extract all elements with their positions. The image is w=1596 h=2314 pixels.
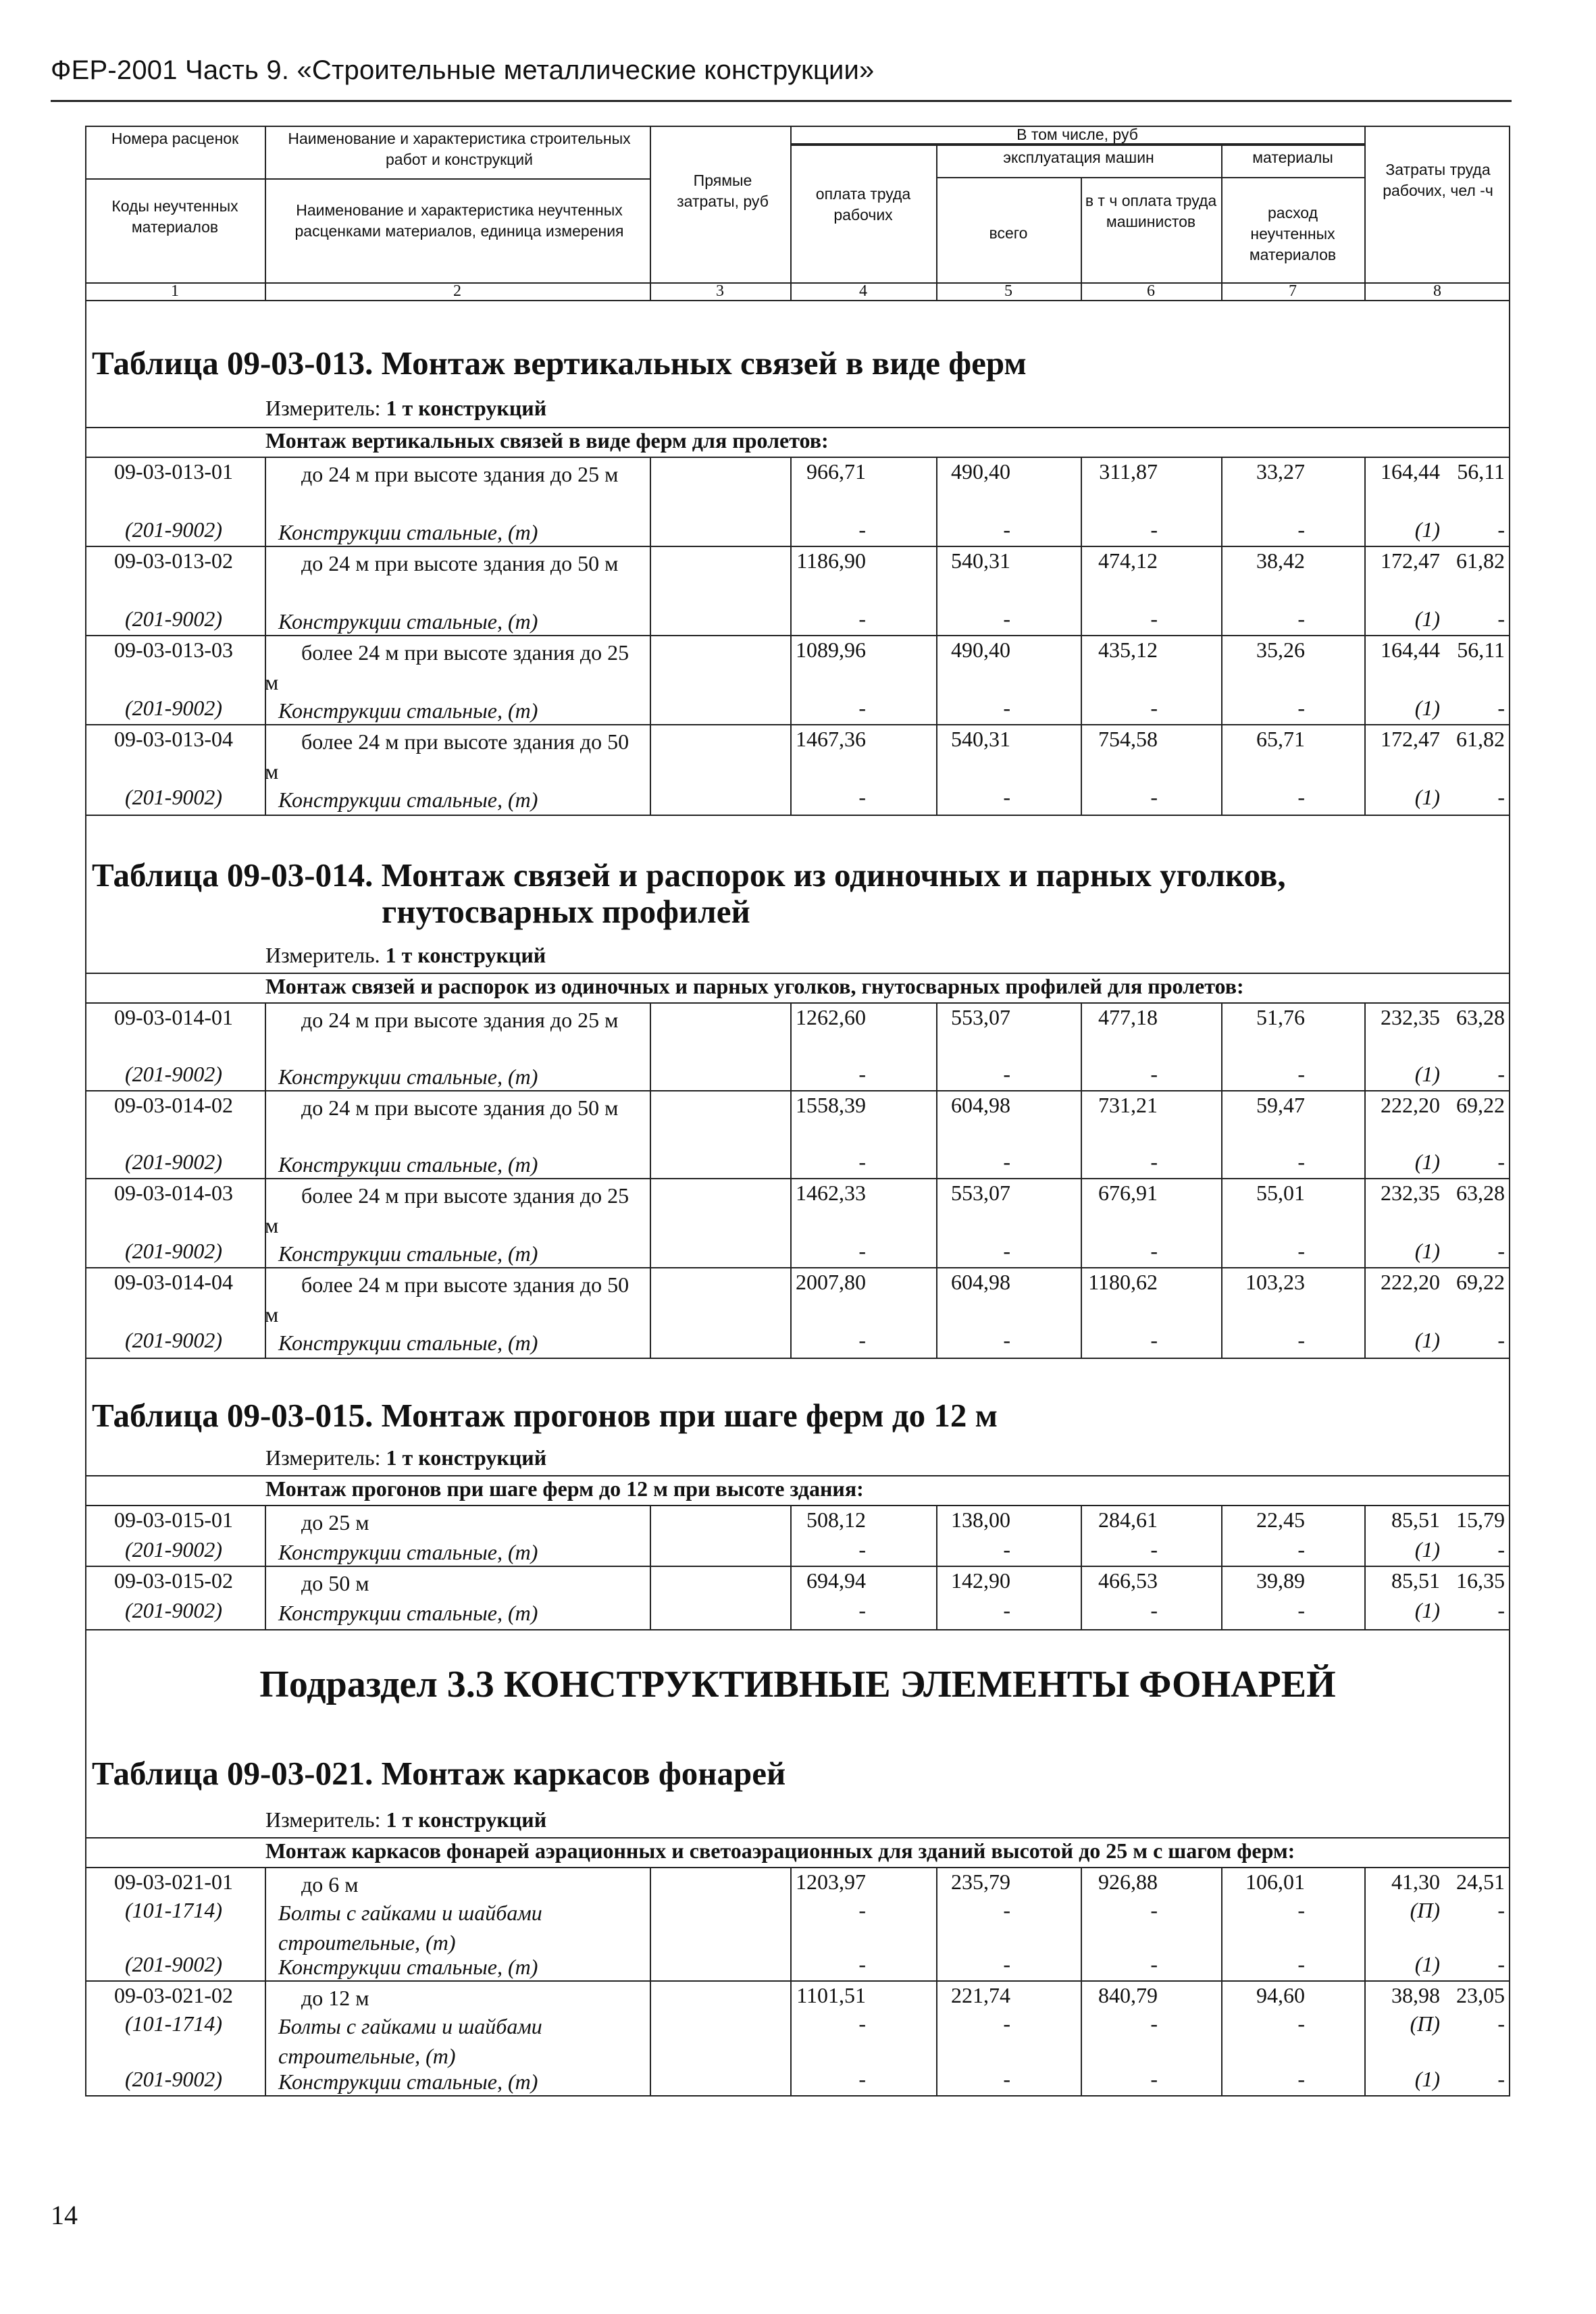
material-qty: (П) (1410, 1898, 1440, 1922)
materials: 164,44 (1381, 459, 1440, 484)
dash: - (858, 1952, 866, 1976)
rule (85, 815, 1510, 816)
dash: - (858, 1898, 866, 1922)
labor-pay: 235,79 (951, 1870, 1010, 1894)
material-qty: (1) (1414, 607, 1440, 631)
dash: - (1297, 1062, 1305, 1086)
labor-pay: 221,74 (951, 1983, 1010, 2007)
labor-pay: 142,90 (951, 1568, 1010, 1593)
machine-total: 754,58 (1098, 727, 1158, 751)
dash: - (1003, 607, 1010, 631)
material-qty: (1) (1414, 696, 1440, 720)
machine-total: 1180,62 (1088, 1270, 1158, 1294)
hdr-line (1081, 177, 1082, 300)
direct-cost: 1101,51 (796, 1983, 866, 2007)
direct-cost: 508,12 (806, 1508, 866, 1532)
table-015-intro: Монтаж прогонов при шаге ферм до 12 м при высоте здания: (265, 1476, 864, 1501)
dash: - (1497, 696, 1505, 720)
labor-hours: 69,22 (1456, 1270, 1505, 1294)
dash: - (1003, 517, 1010, 542)
hdr-incl: В том числе, руб (1016, 126, 1138, 143)
material-name: Конструкции стальные, (т) (278, 1601, 538, 1625)
measure-label: Измеритель: (265, 1807, 381, 1832)
hdr-col8: Затраты труда рабочих, чел -ч (1383, 161, 1493, 199)
machinist-pay: 51,76 (1256, 1005, 1305, 1029)
dash: - (1003, 1150, 1010, 1174)
materials: 222,20 (1381, 1270, 1440, 1294)
grid-line (650, 1002, 651, 1358)
material-name: Конструкции стальные, (т) (278, 788, 538, 812)
rate-code: 09-03-013-04 (114, 727, 233, 751)
col-number: 2 (453, 282, 461, 300)
material-code: (201-9002) (125, 785, 222, 809)
dash: - (1150, 607, 1158, 631)
machinist-pay: 106,01 (1245, 1870, 1305, 1894)
labor-pay: 540,31 (951, 727, 1010, 751)
material-qty: (1) (1414, 2067, 1440, 2091)
machine-total: 284,61 (1098, 1508, 1158, 1532)
table-013-measure (265, 396, 546, 421)
material-name: Конструкции стальные, (т) (278, 2069, 538, 2094)
dash: - (1003, 1952, 1010, 1976)
col-number: 6 (1147, 282, 1155, 300)
labor-hours: 63,28 (1456, 1181, 1505, 1205)
dash: - (1497, 1537, 1505, 1562)
labor-hours: 24,51 (1456, 1870, 1505, 1894)
dash: - (858, 1537, 866, 1562)
dash: - (1497, 607, 1505, 631)
rate-code: 09-03-014-03 (114, 1181, 233, 1205)
material-qty: (1) (1414, 1328, 1440, 1352)
dash: - (858, 517, 866, 542)
direct-cost: 1467,36 (796, 727, 866, 751)
table-014-title-cont: гнутосварных профилей (382, 893, 750, 930)
material-qty: (1) (1414, 1062, 1440, 1086)
dash: - (1150, 1150, 1158, 1174)
col-number: 7 (1289, 282, 1297, 300)
work-name: более 24 м при высоте здания до 25 м (265, 640, 629, 694)
table-021-measure (265, 1807, 546, 1832)
labor-hours: 15,79 (1456, 1508, 1505, 1532)
work-name: до 6 м (301, 1872, 359, 1897)
hdr-line (265, 126, 266, 300)
table-015-measure (265, 1445, 546, 1470)
machinist-pay: 55,01 (1256, 1181, 1305, 1205)
material-code: (201-9002) (125, 696, 222, 720)
dash: - (1150, 1898, 1158, 1922)
materials: 232,35 (1381, 1181, 1440, 1205)
dash: - (1497, 1598, 1505, 1622)
machine-total: 477,18 (1098, 1005, 1158, 1029)
work-name: до 12 м (301, 1986, 369, 2010)
material-qty: (1) (1414, 1537, 1440, 1562)
hdr-col3: Прямые затраты, руб (677, 172, 769, 210)
machinist-pay: 103,23 (1245, 1270, 1305, 1294)
hdr-col1-top: Номера расценок (111, 130, 239, 147)
materials: 232,35 (1381, 1005, 1440, 1029)
rate-code: 09-03-015-02 (114, 1568, 233, 1593)
dash: - (1150, 2067, 1158, 2091)
material-qty: (1) (1414, 1150, 1440, 1174)
measure-value: 1 т конструкций (385, 943, 546, 967)
dash: - (1150, 1328, 1158, 1352)
col-number: 1 (171, 282, 179, 300)
work-name: более 24 м при высоте здания до 50 м (265, 1272, 629, 1327)
labor-hours: 63,28 (1456, 1005, 1505, 1029)
machine-total: 840,79 (1098, 1983, 1158, 2007)
dash: - (1297, 1150, 1305, 1174)
dash: - (1003, 1062, 1010, 1086)
dash: - (1150, 2011, 1158, 2036)
grid-line (1221, 1002, 1222, 1358)
dash: - (1003, 1239, 1010, 1263)
direct-cost: 1203,97 (796, 1870, 866, 1894)
rate-code: 09-03-014-02 (114, 1093, 233, 1117)
materials: 41,30 (1391, 1870, 1440, 1894)
machine-total: 676,91 (1098, 1181, 1158, 1205)
rule (85, 457, 1510, 458)
work-name: более 24 м при высоте здания до 25 м (265, 1183, 629, 1237)
work-name: до 24 м при высоте здания до 50 м (301, 1096, 619, 1120)
dash: - (1297, 785, 1305, 809)
rule (85, 1867, 1510, 1868)
rate-code: 09-03-014-04 (114, 1270, 233, 1294)
labor-hours: 61,82 (1456, 727, 1505, 751)
labor-pay: 490,40 (951, 638, 1010, 662)
material-code: (201-9002) (125, 517, 222, 542)
dash: - (1497, 1898, 1505, 1922)
dash: - (1150, 1952, 1158, 1976)
dash: - (1150, 1537, 1158, 1562)
dash: - (1003, 696, 1010, 720)
col-number: 8 (1433, 282, 1441, 300)
machinist-pay: 59,47 (1256, 1093, 1305, 1117)
machine-total: 466,53 (1098, 1568, 1158, 1593)
material-code: (201-9002) (125, 607, 222, 631)
direct-cost: 1462,33 (796, 1181, 866, 1205)
materials: 38,98 (1391, 1983, 1440, 2007)
labor-pay: 540,31 (951, 548, 1010, 573)
measure-label: Измеритель: (265, 1445, 381, 1470)
material-code: (201-9002) (125, 1598, 222, 1622)
dash: - (1297, 1328, 1305, 1352)
machinist-pay: 65,71 (1256, 727, 1305, 751)
rule (85, 1505, 1510, 1506)
dash: - (1297, 517, 1305, 542)
rate-code: 09-03-014-01 (114, 1005, 233, 1029)
material-code: (101-1714) (125, 1898, 222, 1922)
work-name: до 24 м при высоте здания до 25 м (301, 1008, 619, 1032)
machine-total: 926,88 (1098, 1870, 1158, 1894)
material-qty: (1) (1414, 785, 1440, 809)
dash: - (1150, 785, 1158, 809)
labor-pay: 553,07 (951, 1181, 1010, 1205)
rule (85, 1629, 1510, 1630)
hdr-col5: всего (989, 224, 1028, 242)
machine-total: 435,12 (1098, 638, 1158, 662)
dash: - (858, 1239, 866, 1263)
table-014-intro: Монтаж связей и распорок из одиночных и парных уголков, гнутосварных профилей для пролетов: (265, 974, 1244, 998)
material-code: (201-9002) (125, 2067, 222, 2091)
table-015-title: Таблица 09-03-015. Монтаж прогонов при шаге ферм до 12 м (92, 1397, 998, 1434)
table-014-measure (265, 943, 546, 968)
dash: - (1497, 785, 1505, 809)
labor-hours: 23,05 (1456, 1983, 1505, 2007)
dash: - (1497, 1062, 1505, 1086)
material-name: Болты с гайками и шайбами строительные, (т) (278, 1901, 542, 1955)
dash: - (1003, 785, 1010, 809)
material-qty: (1) (1414, 1239, 1440, 1263)
direct-cost: 1186,90 (796, 548, 866, 573)
measure-label: Измеритель: (265, 396, 381, 420)
material-name: Конструкции стальные, (т) (278, 520, 538, 544)
dash: - (1150, 1239, 1158, 1263)
dash: - (1003, 2011, 1010, 2036)
dash: - (1297, 1898, 1305, 1922)
direct-cost: 2007,80 (796, 1270, 866, 1294)
direct-cost: 694,94 (806, 1568, 866, 1593)
grid-line (1364, 1002, 1366, 1358)
machinist-pay: 39,89 (1256, 1568, 1305, 1593)
dash: - (858, 696, 866, 720)
hdr-line (85, 300, 1510, 301)
hdr-materials: материалы (1252, 149, 1333, 166)
direct-cost: 1262,60 (796, 1005, 866, 1029)
work-name: более 24 м при высоте здания до 50 м (265, 729, 629, 783)
material-code: (201-9002) (125, 1328, 222, 1352)
material-name: Конструкции стальные, (т) (278, 1331, 538, 1355)
material-qty: (1) (1414, 517, 1440, 542)
machinist-pay: 33,27 (1256, 459, 1305, 484)
materials: 85,51 (1391, 1508, 1440, 1532)
subsection-title: Подраздел 3.3 КОНСТРУКТИВНЫЕ ЭЛЕМЕНТЫ ФОНАРЕЙ (259, 1664, 1336, 1705)
dash: - (858, 1598, 866, 1622)
material-name: Конструкции стальные, (т) (278, 609, 538, 634)
header-rule (51, 100, 1512, 102)
dash: - (1297, 1598, 1305, 1622)
material-code: (201-9002) (125, 1239, 222, 1263)
material-qty: (1) (1414, 1598, 1440, 1622)
dash: - (1150, 696, 1158, 720)
machinist-pay: 22,45 (1256, 1508, 1305, 1532)
dash: - (1297, 1952, 1305, 1976)
machinist-pay: 94,60 (1256, 1983, 1305, 2007)
hdr-col1-bottom: Коды неучтенных материалов (111, 197, 238, 236)
labor-pay: 604,98 (951, 1093, 1010, 1117)
direct-cost: 966,71 (806, 459, 866, 484)
hdr-col6: в т ч оплата труда машинистов (1085, 192, 1217, 230)
dash: - (1297, 607, 1305, 631)
direct-cost: 1089,96 (796, 638, 866, 662)
materials: 85,51 (1391, 1568, 1440, 1593)
material-name: Конструкции стальные, (т) (278, 1955, 538, 1979)
hdr-col4: оплата труда рабочих (815, 185, 911, 224)
dash: - (1497, 2067, 1505, 2091)
labor-pay: 490,40 (951, 459, 1010, 484)
measure-label: Измеритель. (265, 943, 380, 967)
col-number: 5 (1004, 282, 1012, 300)
dash: - (858, 1150, 866, 1174)
material-code: (201-9002) (125, 1537, 222, 1562)
dash: - (1150, 1062, 1158, 1086)
dash: - (858, 2067, 866, 2091)
material-code: (201-9002) (125, 1150, 222, 1174)
hdr-line (936, 177, 1364, 178)
work-name: до 24 м при высоте здания до 25 м (301, 462, 619, 486)
materials: 172,47 (1381, 548, 1440, 573)
dash: - (1497, 2011, 1505, 2036)
material-code: (101-1714) (125, 2011, 222, 2036)
page-number: 14 (51, 2200, 78, 2230)
dash: - (1497, 1239, 1505, 1263)
rule (85, 1002, 1510, 1004)
labor-hours: 56,11 (1457, 638, 1505, 662)
col-number: 4 (859, 282, 867, 300)
dash: - (858, 1062, 866, 1086)
dash: - (1497, 1952, 1505, 1976)
dash: - (1003, 1898, 1010, 1922)
labor-hours: 16,35 (1456, 1568, 1505, 1593)
material-name: Конструкции стальные, (т) (278, 1540, 538, 1564)
dash: - (1297, 1537, 1305, 1562)
dash: - (1497, 517, 1505, 542)
hdr-line (650, 126, 651, 300)
rate-code: 09-03-013-01 (114, 459, 233, 484)
material-name: Болты с гайками и шайбами строительные, (т) (278, 2014, 542, 2068)
material-name: Конструкции стальные, (т) (278, 698, 538, 723)
rate-code: 09-03-013-02 (114, 548, 233, 573)
grid-line (790, 1002, 792, 1358)
machine-total: 474,12 (1098, 548, 1158, 573)
rule (85, 1358, 1510, 1359)
labor-hours: 61,82 (1456, 548, 1505, 573)
hdr-col7: расход неучтенных материалов (1249, 204, 1337, 263)
dash: - (858, 785, 866, 809)
measure-value: 1 т конструкций (386, 1807, 547, 1832)
material-name: Конструкции стальные, (т) (278, 1064, 538, 1089)
materials: 222,20 (1381, 1093, 1440, 1117)
hdr-line (1364, 126, 1366, 300)
dash: - (1297, 696, 1305, 720)
measure-value: 1 т конструкций (386, 396, 547, 420)
material-qty: (П) (1410, 2011, 1440, 2036)
labor-pay: 553,07 (951, 1005, 1010, 1029)
table-013-intro: Монтаж вертикальных связей в виде ферм для пролетов: (265, 428, 829, 453)
materials: 172,47 (1381, 727, 1440, 751)
machine-total: 731,21 (1098, 1093, 1158, 1117)
dash: - (1003, 1598, 1010, 1622)
table-014-title: Таблица 09-03-014. Монтаж связей и распорок из одиночных и парных уголков, (92, 856, 1286, 894)
hdr-col2-bottom: Наименование и характеристика неучтенных расценками материалов, единица измерения (294, 201, 624, 240)
labor-pay: 138,00 (951, 1508, 1010, 1532)
work-name: до 25 м (301, 1510, 369, 1535)
hdr-line (790, 143, 1364, 145)
dash: - (1497, 1150, 1505, 1174)
rate-code: 09-03-021-02 (114, 1983, 233, 2007)
work-name: до 50 м (301, 1571, 369, 1595)
material-code: (201-9002) (125, 1062, 222, 1086)
running-head: ФЕР-2001 Часть 9. «Строительные металлические конструкции» (51, 55, 875, 85)
dash: - (1003, 2067, 1010, 2091)
dash: - (1297, 2067, 1305, 2091)
machinist-pay: 38,42 (1256, 548, 1305, 573)
material-code: (201-9002) (125, 1952, 222, 1976)
labor-hours: 56,11 (1457, 459, 1505, 484)
hdr-line (790, 126, 792, 300)
rate-code: 09-03-015-01 (114, 1508, 233, 1532)
material-name: Конструкции стальные, (т) (278, 1152, 538, 1177)
table-021-title: Таблица 09-03-021. Монтаж каркасов фонарей (92, 1755, 786, 1792)
dash: - (1003, 1537, 1010, 1562)
rate-code: 09-03-021-01 (114, 1870, 233, 1894)
rate-code: 09-03-013-03 (114, 638, 233, 662)
measure-value: 1 т конструкций (386, 1445, 547, 1470)
dash: - (1497, 1328, 1505, 1352)
labor-hours: 69,22 (1456, 1093, 1505, 1117)
dash: - (1150, 1598, 1158, 1622)
direct-cost: 1558,39 (796, 1093, 866, 1117)
machine-total: 311,87 (1099, 459, 1158, 484)
table-021-intro: Монтаж каркасов фонарей аэрационных и светоаэрационных для зданий высотой до 25 м с шагом ферм: (265, 1839, 1295, 1863)
table-013-title: Таблица 09-03-013. Монтаж вертикальных связей в виде ферм (92, 344, 1027, 382)
dash: - (858, 1328, 866, 1352)
material-qty: (1) (1414, 1952, 1440, 1976)
hdr-line (85, 178, 650, 180)
materials: 164,44 (1381, 638, 1440, 662)
dash: - (858, 2011, 866, 2036)
hdr-machines: эксплуатация машин (1003, 149, 1154, 166)
dash: - (858, 607, 866, 631)
grid-line (936, 1002, 937, 1358)
hdr-col2-top: Наименование и характеристика строительных работ и конструкций (288, 130, 631, 168)
dash: - (1003, 1328, 1010, 1352)
grid-line (1081, 1002, 1082, 1358)
col-number: 3 (716, 282, 724, 300)
work-name: до 24 м при высоте здания до 50 м (301, 551, 619, 575)
labor-pay: 604,98 (951, 1270, 1010, 1294)
dash: - (1297, 2011, 1305, 2036)
dash: - (1150, 517, 1158, 542)
machinist-pay: 35,26 (1256, 638, 1305, 662)
material-name: Конструкции стальные, (т) (278, 1241, 538, 1266)
dash: - (1297, 1239, 1305, 1263)
